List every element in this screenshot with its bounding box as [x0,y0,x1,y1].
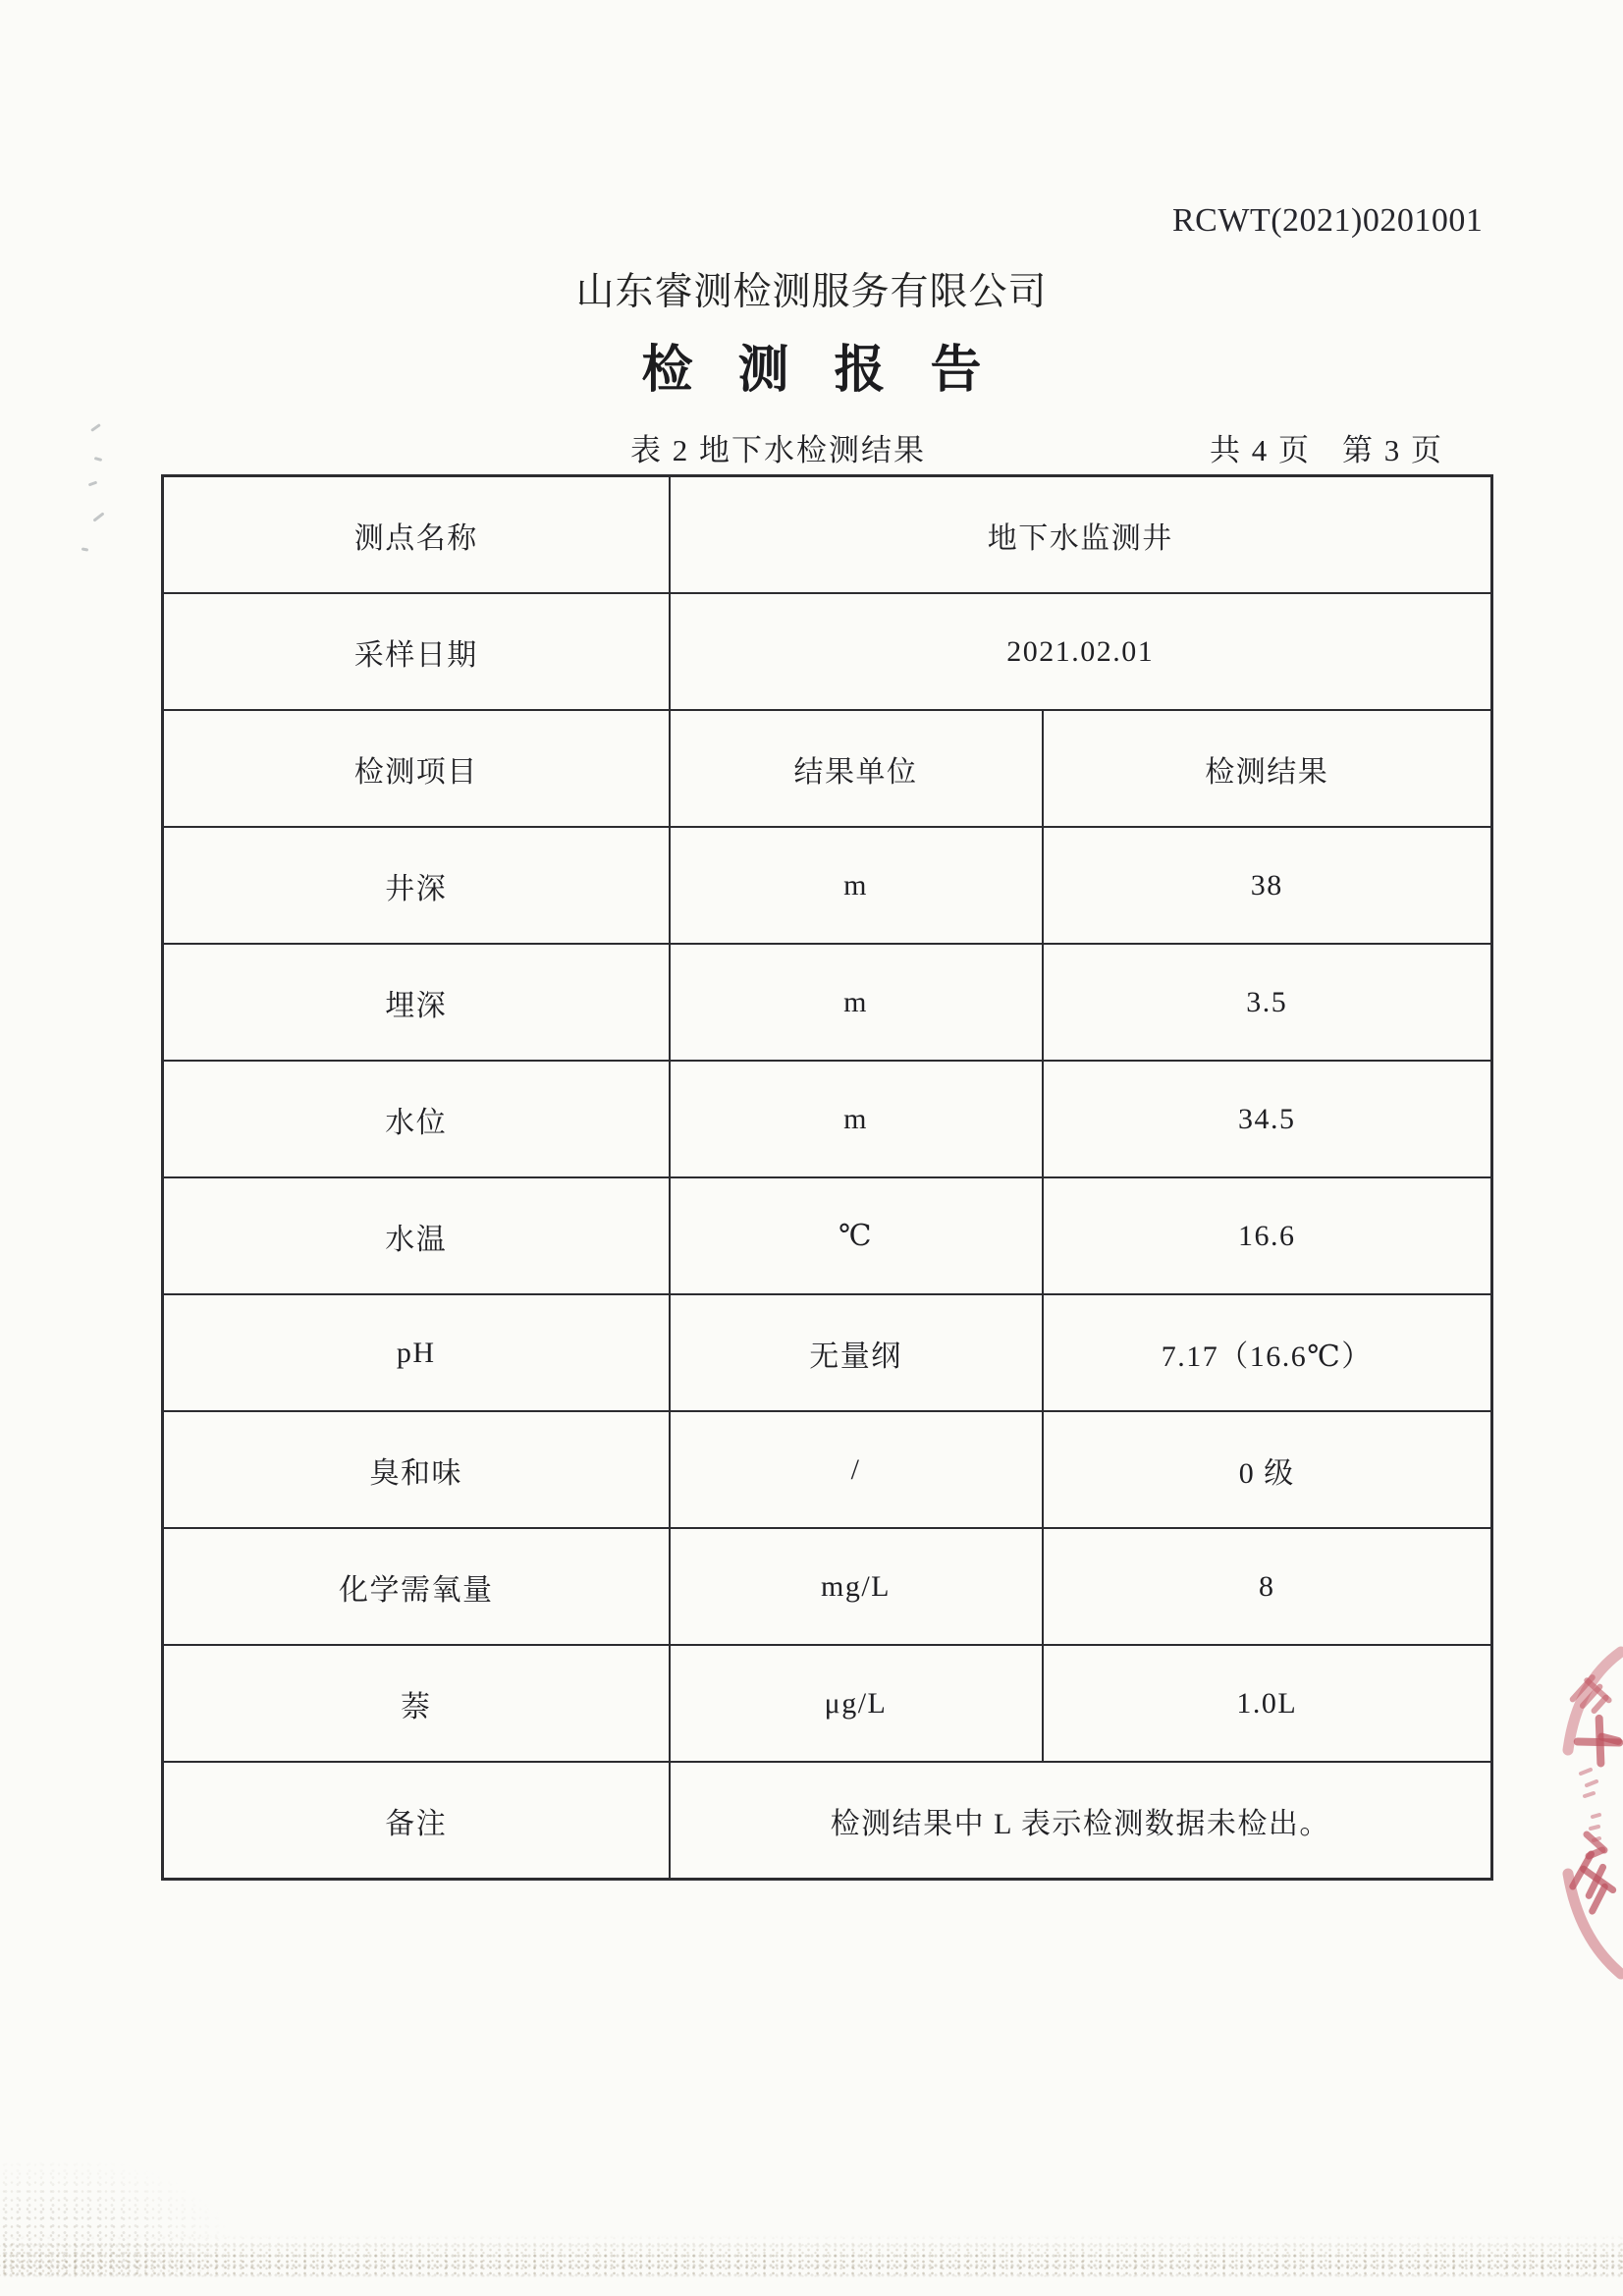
measurement-result: 3.5 [1043,944,1492,1061]
scan-speck [94,457,103,462]
measurement-row [163,1061,1492,1177]
red-seal-fragment [1518,1577,1623,2019]
seal-glyph-fragment [1575,1719,1622,1766]
measurement-item: 臭和味 [163,1411,670,1528]
table-caption: 表 2 地下水检测结果 [630,433,926,467]
column-header-result: 检测结果 [1043,710,1492,827]
info-row-date [163,593,1492,710]
page-title: 检测报告 [641,343,1027,399]
measurement-result: 0 级 [1043,1411,1492,1528]
measurement-item: 萘 [163,1645,670,1762]
measurement-item: 埋深 [163,944,670,1061]
measurement-result: 34.5 [1043,1061,1492,1177]
scan-noise-band [0,2235,1623,2278]
measurement-unit: / [670,1411,1043,1528]
info-label: 测点名称 [163,476,670,594]
results-table [161,474,1493,1881]
table-info-section [163,476,1492,828]
measurement-row [163,1411,1492,1528]
remark-label: 备注 [163,1762,670,1880]
company-name: 山东睿测检测服务有限公司 [575,271,1048,313]
scan-speck [81,547,88,551]
measurement-row [163,1528,1492,1645]
measurement-rows-section [163,827,1492,1762]
measurement-row [163,1177,1492,1294]
measurement-item: 水温 [163,1177,670,1294]
measurement-unit: μg/L [670,1645,1043,1762]
measurement-unit: m [670,944,1043,1061]
seal-arc-top [1568,1652,1621,1750]
measurement-row [163,1645,1492,1762]
measurement-result: 8 [1043,1528,1492,1645]
column-header-item: 检测项目 [163,710,670,827]
measurement-row [163,944,1492,1061]
measurement-result: 16.6 [1043,1177,1492,1294]
remark-text: 检测结果中 L 表示检测数据未检出。 [670,1762,1492,1880]
scan-speck [92,512,104,521]
measurement-unit: mg/L [670,1528,1043,1645]
measurement-unit: m [670,827,1043,944]
measurement-unit: ℃ [670,1177,1043,1294]
scan-speck [90,423,101,432]
measurement-row [163,827,1492,944]
report-number: RCWT(2021)0201001 [1172,202,1484,239]
measurement-row [163,1294,1492,1411]
measurement-item: 井深 [163,827,670,944]
info-row-site [163,476,1492,594]
info-label: 采样日期 [163,593,670,710]
page-current: 第 3 页 [1342,433,1443,467]
measurement-item: 化学需氧量 [163,1528,670,1645]
seal-glyph-fragment [1581,1770,1599,1840]
measurement-result: 1.0L [1043,1645,1492,1762]
measurement-item: pH [163,1294,670,1411]
pages-total: 共 4 页 [1210,433,1311,467]
scan-speck [88,481,97,487]
measurement-result: 38 [1043,827,1492,944]
column-header-unit: 结果单位 [670,710,1043,827]
info-value: 地下水监测井 [670,476,1492,594]
remark-section [163,1762,1492,1880]
measurement-result: 7.17（16.6℃） [1043,1294,1492,1411]
measurement-item: 水位 [163,1061,670,1177]
pages-indicator [1210,425,1443,469]
remark-row [163,1762,1492,1880]
measurement-unit: 无量纲 [670,1294,1043,1411]
measurement-unit: m [670,1061,1043,1177]
info-value: 2021.02.01 [670,593,1492,710]
column-header-row [163,710,1492,827]
